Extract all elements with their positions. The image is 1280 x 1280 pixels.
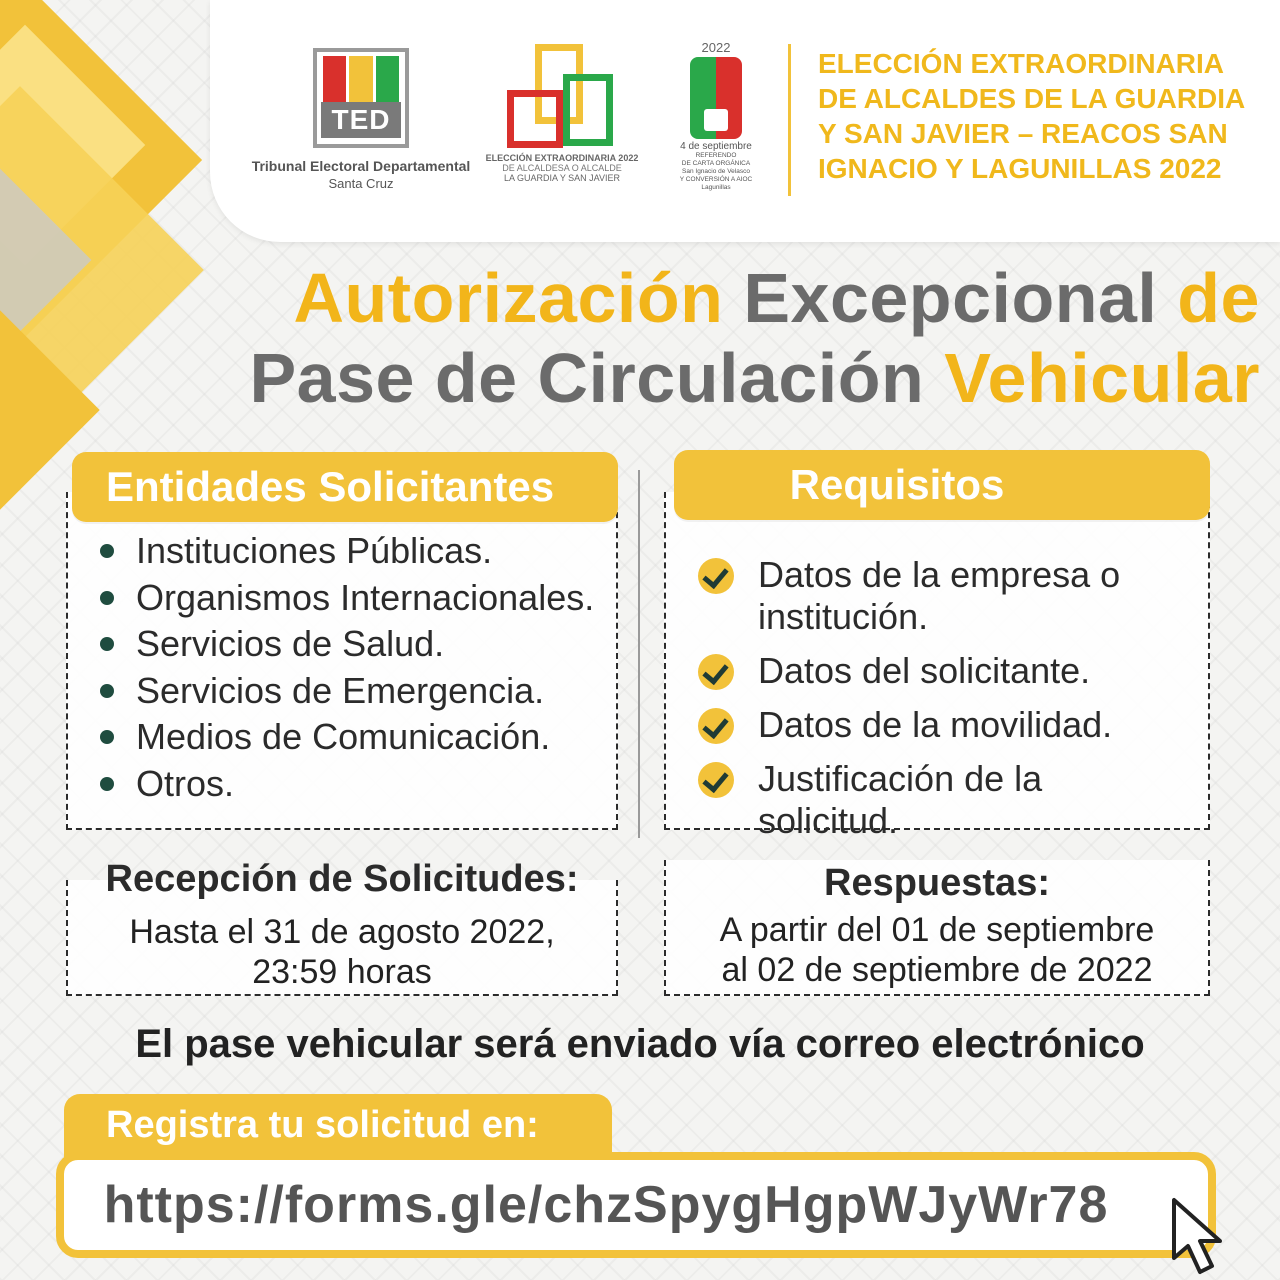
bullet-icon [100, 777, 114, 791]
requirement-label: Datos de la empresa o institución. [758, 554, 1121, 637]
reception-details [66, 912, 618, 992]
email-note: El pase vehicular será enviado vía correo electrónico [135, 1022, 1145, 1066]
check-icon [698, 762, 734, 798]
referendum-line1: REFERENDO [695, 152, 737, 159]
title-word-autorizacion: Autorización [293, 259, 724, 337]
responses-details [664, 910, 1210, 990]
referendum-date: 4 de septiembre [680, 141, 752, 152]
referendum-logo-mark [690, 57, 742, 139]
list-item [100, 621, 594, 668]
entities-heading: Entidades Solicitantes [72, 452, 618, 522]
reception-line2: 23:59 horas [252, 953, 432, 991]
election-logo-line1: ELECCIÓN EXTRAORDINARIA 2022 [485, 153, 639, 163]
ted-logo [246, 48, 476, 191]
entity-label: Servicios de Salud. [136, 623, 445, 664]
list-item [698, 758, 1188, 842]
page-title [200, 258, 1260, 418]
bullet-icon [100, 544, 114, 558]
list-item [698, 704, 1188, 746]
center-divider [638, 470, 640, 838]
responses-heading: Respuestas: [824, 862, 1050, 904]
ted-logo-text: TED [321, 102, 401, 138]
requirement-label: Justificación de la solicitud. [758, 758, 1043, 841]
requirement-label: Datos del solicitante. [758, 650, 1091, 691]
referendum-line4: Y CONVERSIÓN A AIOC [679, 176, 753, 183]
election-mark-green-block [563, 74, 613, 146]
title-word-excepcional: Excepcional [723, 259, 1178, 337]
responses-line2: al 02 de septiembre de 2022 [721, 951, 1153, 989]
header-title: ELECCIÓN EXTRAORDINARIA DE ALCALDES DE LA GUARDIA Y SAN JAVIER – REACOS SAN IGNACIO Y LAGUNILLAS 2022 [818, 48, 1245, 184]
header-banner [210, 0, 1280, 242]
title-words-pase: Pase de Circulación [249, 339, 945, 417]
ted-name: Tribunal Electoral Departamental [251, 158, 471, 174]
title-word-de: de [1177, 259, 1260, 337]
page-title-line2 [200, 338, 1260, 418]
list-item [100, 714, 594, 761]
bullet-icon [100, 591, 114, 605]
entities-list [100, 528, 594, 807]
entity-label: Otros. [136, 762, 235, 804]
referendum-line3: San Ignacio de Velasco [682, 168, 750, 175]
ted-logo-mark [313, 48, 409, 148]
reception-heading: Recepción de Solicitudes: [105, 858, 579, 900]
election-logo-mark [507, 44, 617, 149]
bullet-icon [100, 637, 114, 651]
list-item [698, 554, 1188, 638]
requirement-label: Datos de la movilidad. [758, 704, 1113, 745]
header-divider [788, 44, 791, 196]
referendum-line2: DE CARTA ORGÁNICA [681, 160, 751, 167]
referendum-logo [670, 40, 762, 192]
entity-label: Instituciones Públicas. [136, 530, 493, 571]
list-item [100, 528, 594, 575]
registration-url-box[interactable] [56, 1152, 1216, 1258]
title-word-vehicular: Vehicular [944, 339, 1260, 417]
ted-logo-stripes [323, 56, 399, 104]
ted-stripe-green [376, 56, 399, 104]
check-icon [698, 654, 734, 690]
election-mark-red-block [507, 90, 563, 148]
requirements-heading: Requisitos [674, 450, 1210, 520]
check-icon [698, 558, 734, 594]
entity-label: Organismos Internacionales. [136, 576, 595, 618]
list-item [100, 575, 594, 622]
list-item [100, 761, 594, 808]
entity-label: Medios de Comunicación. [136, 716, 551, 757]
responses-line1: A partir del 01 de septiembre [719, 911, 1155, 949]
cursor-pointer-icon [1168, 1196, 1244, 1276]
ted-stripe-red [323, 56, 346, 104]
ted-location: Santa Cruz [328, 176, 394, 191]
ted-stripe-yellow [349, 56, 372, 104]
bullet-icon [100, 684, 114, 698]
requirements-list [698, 554, 1188, 854]
check-icon [698, 708, 734, 744]
election-logo [472, 44, 652, 183]
entity-label: Servicios de Emergencia. [136, 669, 545, 711]
registration-label: Registra tu solicitud en: [64, 1094, 612, 1164]
election-logo-line3: LA GUARDIA Y SAN JAVIER [503, 173, 621, 183]
election-logo-line2: DE ALCALDESA O ALCALDE [502, 163, 622, 173]
list-item [698, 650, 1188, 692]
referendum-mark-box [704, 109, 728, 131]
registration-url-link[interactable]: https://forms.gle/chzSpygHgpWJyWr78 [103, 1176, 1109, 1234]
referendum-line5: Lagunillas [701, 184, 731, 191]
referendum-year: 2022 [701, 40, 731, 55]
bullet-icon [100, 730, 114, 744]
page-title-line1 [200, 258, 1260, 338]
reception-line1: Hasta el 31 de agosto 2022, [129, 913, 555, 951]
list-item [100, 668, 594, 715]
